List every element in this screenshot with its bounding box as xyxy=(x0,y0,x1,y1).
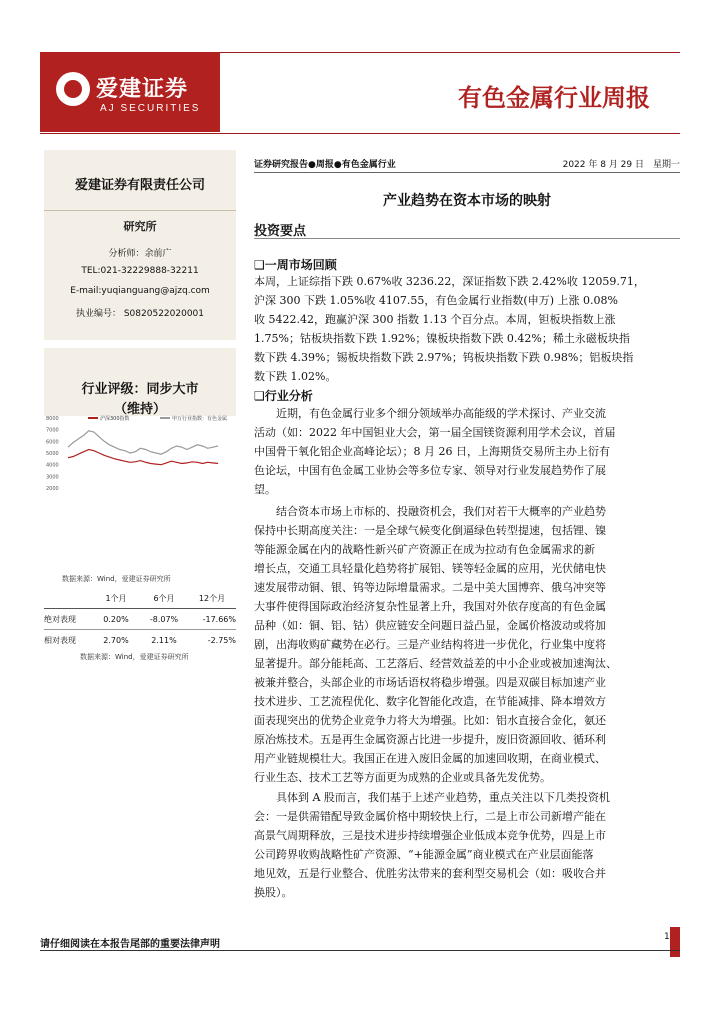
performance-table xyxy=(44,588,236,650)
text-line: 公司跨界收购战略性矿产资源、“+能源金属”商业模式在产业层面能落 xyxy=(254,848,594,861)
paragraph-industry-2 xyxy=(254,502,682,787)
table-row xyxy=(44,630,236,651)
report-category: 证券研究报告●周报●有色金属行业 xyxy=(254,160,396,170)
text-line: 保持中长期高度关注：一是全球气候变化倒逼绿色转型提速，包括锂、镍 xyxy=(254,524,606,537)
analyst-email[interactable]: E-mail:yuqianguang@ajzq.com xyxy=(70,286,210,296)
table-cell: 绝对表现 xyxy=(44,609,92,630)
chart-y-tick-label: 7000 xyxy=(46,427,59,434)
table-cell: -2.75% xyxy=(207,635,236,645)
chart-legend xyxy=(88,415,227,422)
table-header-cell: 1个月 xyxy=(92,588,140,609)
table-cell: 2.70% xyxy=(103,635,129,645)
company-name: 爱建证券有限责任公司 xyxy=(74,178,205,193)
text-line: 本周，上证综指下跌 0.67%收 3236.22，深证指数下跌 2.42%收 12059.71， xyxy=(254,275,645,288)
text-line: 品种（如：铜、铝、钴）供应链安全问题日益凸显，金属价格波动或将加 xyxy=(254,619,606,632)
chart-y-tick-label: 3000 xyxy=(46,474,59,481)
analyst-license: 执业编号： S0820522020001 xyxy=(75,309,204,319)
chart-y-tick-label: 6000 xyxy=(46,439,59,446)
industry-rating: 行业评级：同步大市 xyxy=(81,382,199,397)
section-title: 投资要点 xyxy=(254,224,307,239)
logo-text-en: AJ SECURITIES xyxy=(100,103,201,114)
text-line: 具体到 A 股而言，我们基于上述产业趋势，重点关注以下几类投资机 xyxy=(254,791,610,804)
divider xyxy=(44,210,236,211)
page-number: 1 xyxy=(664,932,670,942)
text-line: 被兼并整合，头部企业的市场话语权将稳步增强。四是双碳目标加速产业 xyxy=(254,676,606,689)
text-line: 剧，出海收购矿藏势在必行。三是产业结构将进一步优化，行业集中度将 xyxy=(254,638,606,651)
heading-industry-analysis: ❑行业分析 xyxy=(254,389,313,403)
text-line: 望。 xyxy=(254,483,276,496)
table-cell: 0.20% xyxy=(92,609,140,630)
text-line: 收 5422.42，跑赢沪深 300 指数 1.13 个百分点。本周，钽板块指数上涨 xyxy=(254,313,616,326)
paragraph-market-review xyxy=(254,272,682,386)
text-line: 数下跌 4.39%；锡板块指数下跌 2.97%；钨板块指数下跌 0.98%；铝板块指 xyxy=(254,351,634,364)
divider xyxy=(254,172,680,173)
institute-name: 研究所 xyxy=(123,220,157,233)
analyst-tel: TEL:021-32229888-32211 xyxy=(81,266,199,276)
text-line: 显著提升。部分能耗高、工艺落后、经营效益差的中小企业或被加速淘汰、 xyxy=(254,657,617,670)
table-cell: 相对表现 xyxy=(44,635,76,645)
chart-y-tick-label: 8000 xyxy=(46,416,59,422)
text-line: 技术进步、工艺流程优化、数字化智能化改造，在节能减排、降本增效方 xyxy=(254,695,606,708)
text-line: 沪深 300 下跌 1.05%收 4107.55，有色金属行业指数(申万) 上涨 0.08% xyxy=(254,294,618,307)
table-header-row xyxy=(44,588,236,609)
text-line: 原冶炼技术。五是再生金属资源占比进一步提升，废旧资源回收、循环利 xyxy=(254,733,606,746)
chart-legend-label: 申万行业指数：有色金属 xyxy=(172,416,228,422)
report-title: 有色金属行业周报 xyxy=(458,83,650,112)
text-line: 高景气周期释放，三是技术进步持续增强企业低成本竞争优势，四是上市 xyxy=(254,829,606,842)
report-date: 2022 年 8 月 29 日 星期一 xyxy=(562,160,680,170)
text-line: 结合资本市场上市标的、投融资机会，我们对若干大概率的产业趋势 xyxy=(254,505,606,518)
text-line: 面表现突出的优势企业竞争力将大为增强。比如：铝水直接合金化，氨还 xyxy=(254,714,606,727)
text-line: 增长点，交通工具轻量化趋势将扩展铝、镁等轻金属的应用，光伏储电快 xyxy=(254,562,606,575)
table-cell: 2.11% xyxy=(151,635,177,645)
logo-text-cn: 爱建证券 xyxy=(96,76,189,102)
text-line: 数下跌 1.02%。 xyxy=(254,370,337,383)
table-row xyxy=(44,609,236,630)
text-line: 会：一是供需错配导致金属价格中期较快上行，二是上市公司新增产能在 xyxy=(254,810,606,823)
text-line: 用产业链规模壮大。我国正在进入废旧金属的加速回收期，在商业模式、 xyxy=(254,752,606,765)
table-header-cell xyxy=(44,588,92,609)
chart-y-tick-label: 2000 xyxy=(46,486,59,492)
text-line: 活动（如：2022 年中国钽业大会，第一届全国镁资源利用学术会议，首届 xyxy=(254,426,616,439)
text-line: 1.75%；钴板块指数下跌 1.92%；镍板块指数下跌 0.42%；稀土永磁板块指 xyxy=(254,332,630,345)
chart-source: 数据来源：Wind，爱建证券研究所 xyxy=(62,575,171,583)
heading-market-review: ❑一周市场回顾 xyxy=(254,258,337,272)
chart-y-tick-label: 5000 xyxy=(46,451,59,457)
text-line: 中国骨干氧化铝企业高峰论坛）；8 月 26 日，上海期货交易所主办上衍有 xyxy=(254,445,610,458)
paragraph-industry-1 xyxy=(254,404,682,499)
paragraph-industry-3 xyxy=(254,788,682,902)
divider xyxy=(254,238,680,239)
footer-accent xyxy=(670,927,680,957)
analyst-name: 分析师：余前广 xyxy=(108,249,172,259)
legal-notice: 请仔细阅读在本报告尾部的重要法律声明 xyxy=(40,939,220,950)
text-line: 大事件使得国际政治经济复杂性显著上升，我国对外依存度高的有色金属 xyxy=(254,600,606,613)
table-header-cell: 12个月 xyxy=(188,588,236,609)
table-source: 数据来源：Wind，爱建证券研究所 xyxy=(80,653,189,661)
chart-lines xyxy=(68,431,218,465)
table-cell: -8.07% xyxy=(140,609,188,630)
chart-series-line xyxy=(68,431,218,454)
text-line: 等能源金属在内的战略性新兴矿产资源正在成为拉动有色金属需求的新 xyxy=(254,543,595,556)
text-line: 近期，有色金属行业多个细分领域举办高能级的学术探讨、产业交流 xyxy=(254,407,606,420)
text-line: 换股）。 xyxy=(254,886,293,899)
text-line: 色论坛，中国有色金属工业协会等多位专家、领导对行业发展趋势作了展 xyxy=(254,464,606,477)
chart-series-line xyxy=(68,450,218,465)
index-chart xyxy=(44,408,236,568)
table-header-cell: 6个月 xyxy=(140,588,188,609)
footer-divider xyxy=(40,950,680,951)
chart-y-ticks xyxy=(46,416,59,492)
text-line: 行业生态、技术工艺等方面更为成熟的企业或具备先发优势。 xyxy=(254,771,551,784)
text-line: 速发展带动铜、银、钨等边际增量需求。二是中美大国博弈、俄乌冲突等 xyxy=(254,581,606,594)
chart-legend-label: 沪深300指数 xyxy=(100,416,130,422)
report-subtitle: 产业趋势在资本市场的映射 xyxy=(383,193,551,209)
table-cell: -17.66% xyxy=(188,609,236,630)
chart-y-tick-label: 4000 xyxy=(46,462,59,469)
text-line: 地见效，五是行业整合、优胜劣汰带来的套利型交易机会（如：吸收合并 xyxy=(254,867,606,880)
logo-emblem-inner xyxy=(64,80,82,98)
industry-rating-note: （维持） xyxy=(113,402,166,417)
